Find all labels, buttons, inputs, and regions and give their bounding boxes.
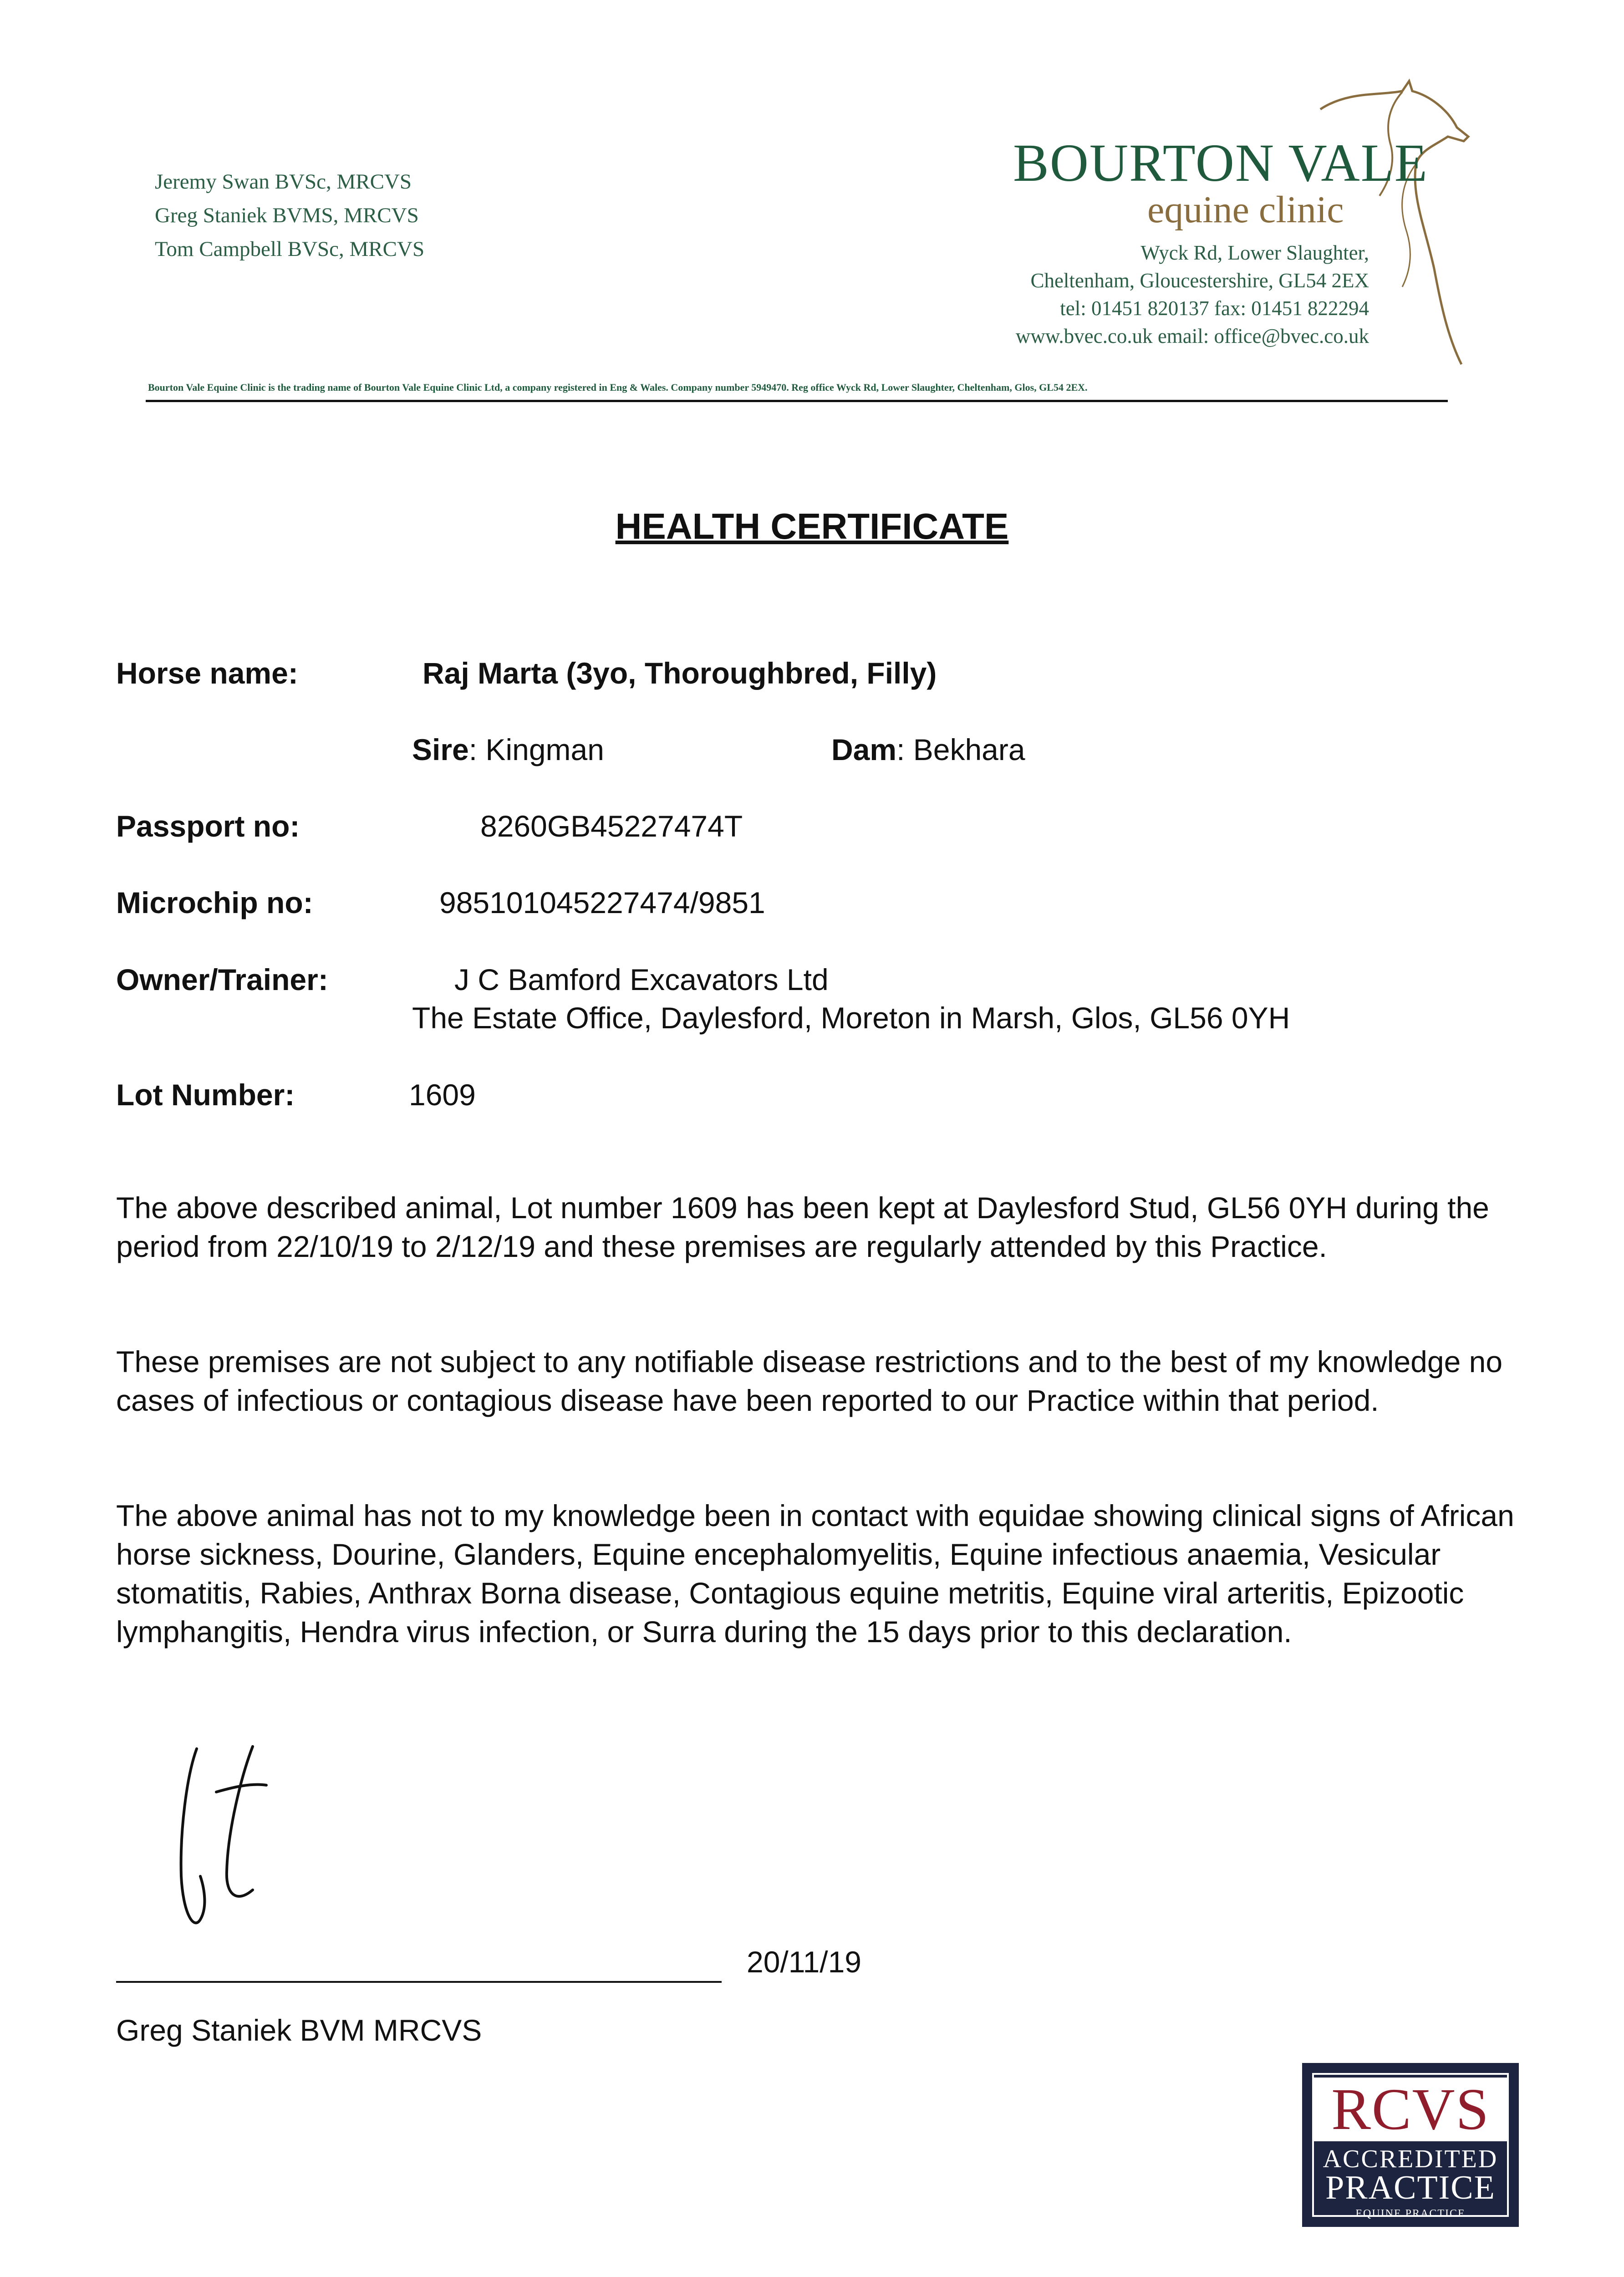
lot-label: Lot Number: [116, 1078, 295, 1112]
header-divider [146, 400, 1448, 402]
owner-address: The Estate Office, Daylesford, Moreton in Marsh, Glos, GL56 0YH [412, 1001, 1290, 1035]
address-line: Cheltenham, Gloucestershire, GL54 2EX [1030, 269, 1369, 292]
statement-paragraph: The above animal has not to my knowledge been in contact with equidae showing clinical signs of African horse sickness, Dourine, Glanders, Equine encephalomyelitis, Equine infectious anaemia, Vesicular stomatitis, Rabies, Anthrax Borna disease, Contagious equine metritis, Equine viral arteritis, Epizootic lymphangitis, Hendra virus infection, or Surra during the 15 days prior to this declaration. [116, 1499, 1514, 1649]
clinic-name: BOURTON VALE [1013, 133, 1428, 193]
address-line: Wyck Rd, Lower Slaughter, [1140, 241, 1369, 264]
horse-name-value: Raj Marta (3yo, Thoroughbred, Filly) [423, 656, 937, 690]
address-line: www.bvec.co.uk email: office@bvec.co.uk [1015, 325, 1369, 347]
signature-mark [173, 1740, 273, 1931]
horse-name-label: Horse name: [116, 656, 298, 690]
dam-value: : Bekhara [896, 733, 1025, 766]
vet-name: Jeremy Swan BVSc, MRCVS [155, 170, 412, 194]
signatory-name: Greg Staniek BVM MRCVS [116, 2013, 482, 2047]
vet-name: Greg Staniek BVMS, MRCVS [155, 204, 419, 227]
vet-list [155, 165, 424, 266]
clinic-address [1016, 239, 1369, 350]
badge-line: PRACTICE [1325, 2169, 1496, 2206]
page-title: HEALTH CERTIFICATE [615, 506, 1009, 546]
dam-field [831, 732, 1025, 767]
microchip-label: Microchip no: [116, 886, 313, 919]
dam-label: Dam [831, 733, 897, 766]
statement-paragraph: The above described animal, Lot number 1609 has been kept at Daylesford Stud, GL56 0YH during the period from 22/10/19 to 2/12/19 and these premises are regularly attended by this Practice. [116, 1191, 1489, 1263]
statement-paragraph: These premises are not subject to any notifiable disease restrictions and to the best of my knowledge no cases of infectious or contagious disease have been reported to our Practice within that period. [116, 1345, 1503, 1417]
badge-title: RCVS [1314, 2078, 1507, 2141]
company-note: Bourton Vale Equine Clinic is the trading name of Bourton Vale Equine Clinic Ltd, a company registered in Eng & Wales. Company number 5949470. Reg office Wyck Rd, Lower Slaughter, Cheltenham, Glos, GL54 2EX. [148, 382, 1088, 393]
passport-value: 8260GB45227474T [480, 809, 743, 843]
sire-label: Sire [412, 733, 469, 766]
badge-line: ACCREDITED [1323, 2145, 1498, 2173]
signature-date: 20/11/19 [747, 1945, 862, 1979]
badge-frame [1312, 2073, 1509, 2220]
lot-value: 1609 [409, 1078, 476, 1112]
sire-value: : Kingman [468, 733, 604, 766]
owner-label: Owner/Trainer: [116, 963, 328, 996]
badge-line: EQUINE PRACTICE [1355, 2208, 1466, 2220]
clinic-subtitle: equine clinic [1147, 189, 1344, 231]
signature-line [116, 1981, 722, 1983]
passport-label: Passport no: [116, 809, 300, 843]
vet-name: Tom Campbell BVSc, MRCVS [155, 237, 425, 261]
rcvs-accreditation-badge [1302, 2063, 1519, 2227]
owner-value: J C Bamford Excavators Ltd [454, 963, 829, 996]
address-line: tel: 01451 820137 fax: 01451 822294 [1060, 297, 1369, 320]
sire-field [412, 732, 604, 767]
microchip-value: 985101045227474/9851 [439, 886, 765, 919]
